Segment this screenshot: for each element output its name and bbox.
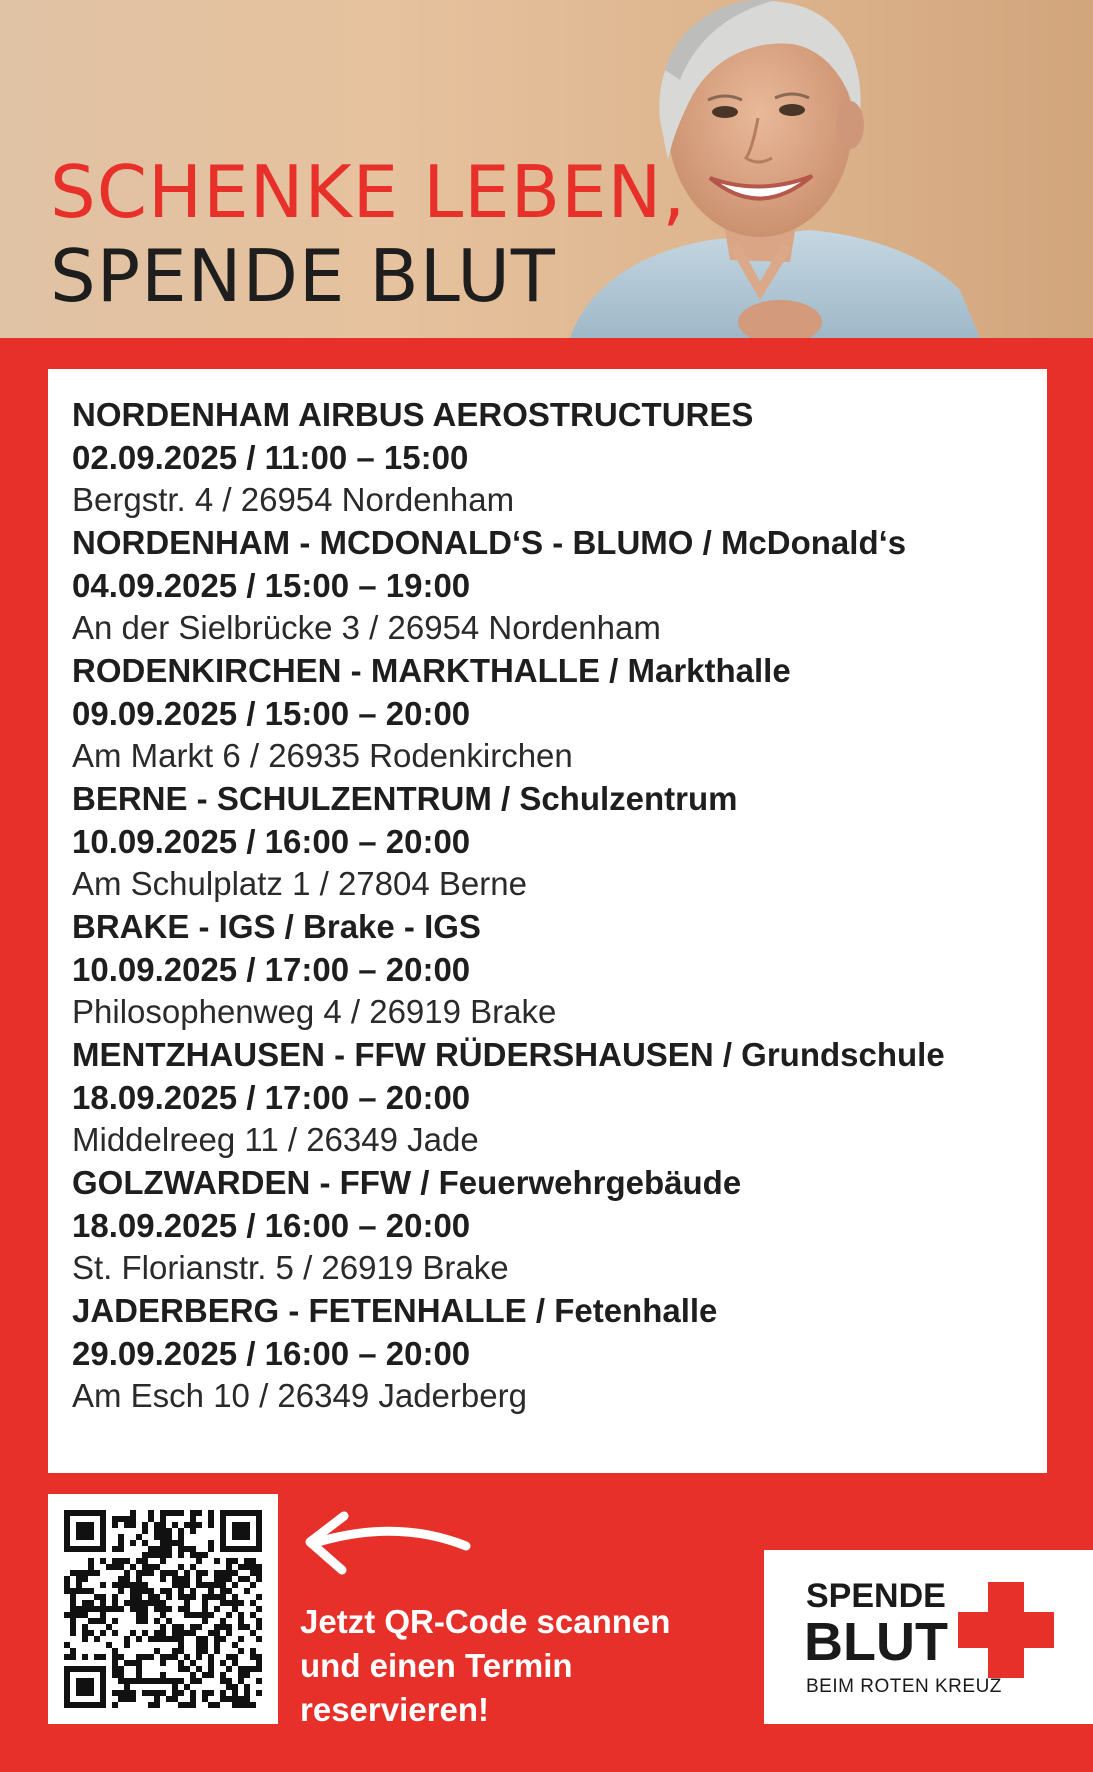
qr-code-icon <box>64 1510 262 1708</box>
appointment-address: Philosophenweg 4 / 26919 Brake <box>72 993 557 1030</box>
appointment-datetime: 10.09.2025 / 16:00 – 20:00 <box>72 823 471 860</box>
appointment-location: BRAKE - IGS / Brake - IGS <box>72 908 481 945</box>
cta-line-3: reservieren! <box>300 1691 489 1728</box>
appointment-item <box>72 521 1032 649</box>
appointment-location: NORDENHAM AIRBUS AEROSTRUCTURES <box>72 396 754 433</box>
appointment-item <box>72 649 1032 777</box>
appointment-datetime: 29.09.2025 / 16:00 – 20:00 <box>72 1335 471 1372</box>
cta-line-2: und einen Termin <box>300 1647 573 1684</box>
appointment-datetime: 04.09.2025 / 15:00 – 19:00 <box>72 567 471 604</box>
appointment-list-panel <box>48 369 1047 1473</box>
arrow-left-icon <box>296 1500 476 1580</box>
appointment-location: BERNE - SCHULZENTRUM / Schulzentrum <box>72 780 738 817</box>
appointment-item <box>72 905 1032 1033</box>
headline-line-1: SCHENKE LEBEN, <box>50 150 687 234</box>
appointment-address: Middelreeg 11 / 26349 Jade <box>72 1121 479 1158</box>
appointment-datetime: 10.09.2025 / 17:00 – 20:00 <box>72 951 471 988</box>
appointment-item <box>72 777 1032 905</box>
appointment-item <box>72 1033 1032 1161</box>
appointment-datetime: 18.09.2025 / 17:00 – 20:00 <box>72 1079 471 1116</box>
appointment-list <box>72 393 1032 1417</box>
logo-word-spende: SPENDE <box>806 1577 946 1615</box>
appointment-location: MENTZHAUSEN - FFW RÜDERSHAUSEN / Grundschule <box>72 1036 945 1073</box>
logo-word-blut: BLUT <box>804 1612 948 1672</box>
qr-code-link[interactable] <box>48 1494 278 1724</box>
appointment-address: Bergstr. 4 / 26954 Nordenham <box>72 481 515 518</box>
hero-banner <box>0 0 1093 338</box>
appointment-location: NORDENHAM - MCDONALD‘S - BLUMO / McDonald‘s <box>72 524 907 561</box>
page-title <box>50 150 686 318</box>
logo-subtitle: BEIM ROTEN KREUZ <box>806 1676 1002 1697</box>
appointment-location: GOLZWARDEN - FFW / Feuerwehrgebäude <box>72 1164 742 1201</box>
appointment-location: JADERBERG - FETENHALLE / Fetenhalle <box>72 1292 718 1329</box>
spende-blut-logo <box>764 1550 1093 1724</box>
appointment-datetime: 09.09.2025 / 15:00 – 20:00 <box>72 695 471 732</box>
call-to-action <box>300 1600 720 1732</box>
appointment-item <box>72 1289 1032 1417</box>
red-cross-icon <box>958 1582 1054 1678</box>
appointment-item <box>72 1161 1032 1289</box>
appointment-address: St. Florianstr. 5 / 26919 Brake <box>72 1249 509 1286</box>
appointment-item <box>72 393 1032 521</box>
appointment-address: Am Markt 6 / 26935 Rodenkirchen <box>72 737 573 774</box>
appointment-location: RODENKIRCHEN - MARKTHALLE / Markthalle <box>72 652 791 689</box>
cta-line-1: Jetzt QR-Code scannen <box>300 1603 671 1640</box>
appointment-datetime: 18.09.2025 / 16:00 – 20:00 <box>72 1207 471 1244</box>
appointment-datetime: 02.09.2025 / 11:00 – 15:00 <box>72 439 469 476</box>
appointment-address: Am Esch 10 / 26349 Jaderberg <box>72 1377 527 1414</box>
appointment-address: Am Schulplatz 1 / 27804 Berne <box>72 865 527 902</box>
headline-line-2: SPENDE BLUT <box>50 234 556 318</box>
appointment-address: An der Sielbrücke 3 / 26954 Nordenham <box>72 609 661 646</box>
